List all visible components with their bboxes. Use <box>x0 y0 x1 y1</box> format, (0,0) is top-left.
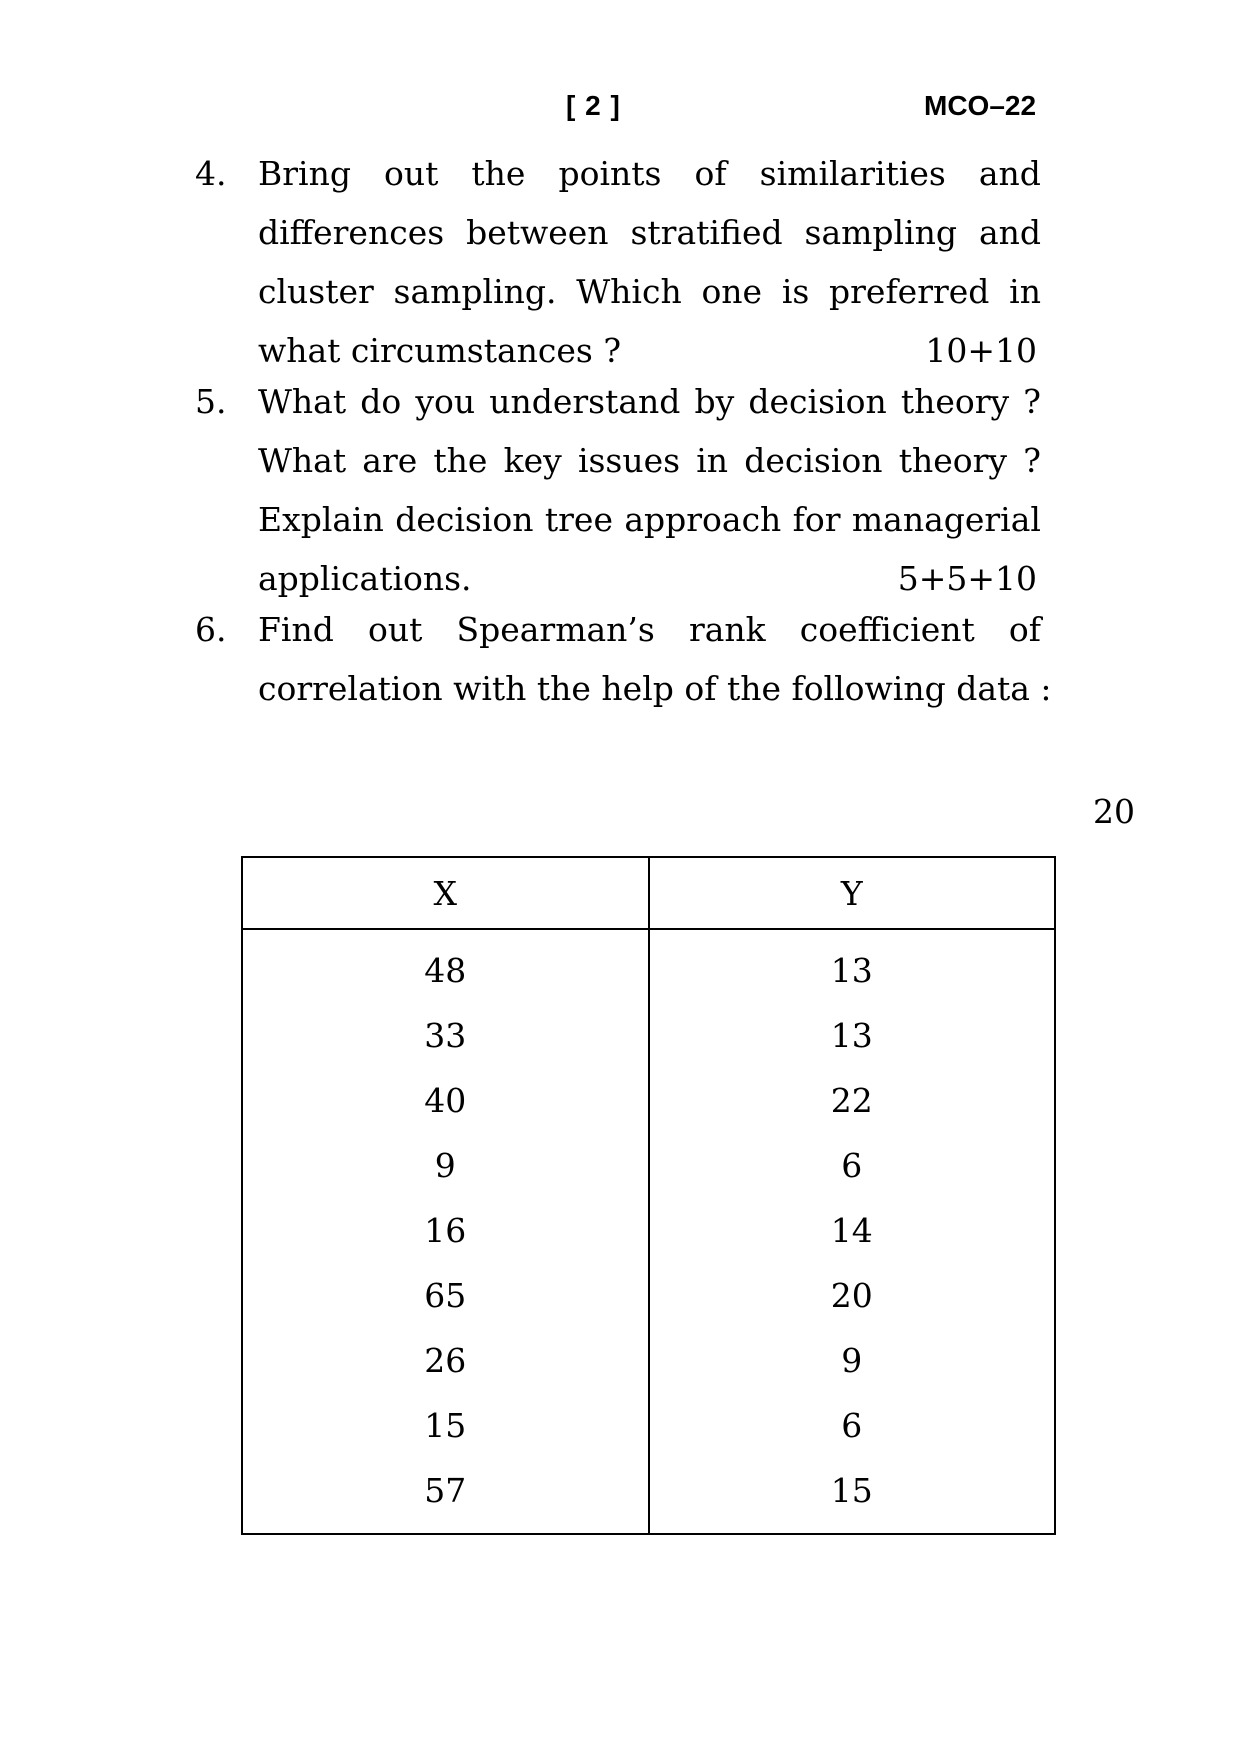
question-number: 4. <box>195 154 227 193</box>
column-header-x: X <box>242 857 649 929</box>
table-row <box>242 1003 1055 1068</box>
question-number: 5. <box>195 382 227 421</box>
question-line <box>258 372 1041 431</box>
question-word: the <box>471 154 526 193</box>
question-word: sampling. <box>393 272 557 311</box>
table-row <box>242 1133 1055 1198</box>
question-word: do <box>360 382 402 421</box>
question-word: differences <box>258 213 445 252</box>
data-table <box>241 856 1056 1535</box>
table-cell-y: 14 <box>649 1198 1056 1263</box>
table-cell-x: 57 <box>242 1458 649 1534</box>
question-word: Spearman’s <box>456 610 655 649</box>
table-row <box>242 1393 1055 1458</box>
question-word: in <box>1009 272 1041 311</box>
table-row <box>242 929 1055 1003</box>
table-row <box>242 1458 1055 1534</box>
question-word: decision <box>748 382 887 421</box>
table-row <box>242 1263 1055 1328</box>
question-word: cluster <box>258 272 374 311</box>
question-last-line: correlation with the help of the following data : <box>258 669 1052 708</box>
question-word: Bring <box>258 154 351 193</box>
page-number: [ 2 ] <box>566 90 621 121</box>
question-word: rank <box>688 610 766 649</box>
question-word: for <box>792 500 841 539</box>
question-marks: 10+10 <box>925 331 1037 370</box>
question-word: managerial <box>851 500 1041 539</box>
table-cell-y: 13 <box>649 1003 1056 1068</box>
question-last-line: what circumstances ? <box>258 331 622 370</box>
table-cell-y: 6 <box>649 1133 1056 1198</box>
question-word: tree <box>544 500 613 539</box>
question-word: Explain <box>258 500 384 539</box>
table-cell-y: 6 <box>649 1393 1056 1458</box>
paper-code: MCO–22 <box>924 90 1037 121</box>
table-cell-x: 15 <box>242 1393 649 1458</box>
question-line <box>258 144 1041 203</box>
question-word: decision <box>395 500 534 539</box>
question-word: similarities <box>759 154 946 193</box>
question-word: decision <box>744 441 883 480</box>
question-word: key <box>503 441 562 480</box>
question-word: What <box>258 441 347 480</box>
question-word: and <box>978 154 1041 193</box>
table-body <box>242 929 1055 1534</box>
question-word: theory <box>900 382 1010 421</box>
table-cell-x: 48 <box>242 929 649 1003</box>
table-row <box>242 1328 1055 1393</box>
table-cell-y: 9 <box>649 1328 1056 1393</box>
table-cell-x: 9 <box>242 1133 649 1198</box>
question-word: of <box>694 154 727 193</box>
question-word: What <box>258 382 347 421</box>
table-row <box>242 1198 1055 1263</box>
table-cell-x: 65 <box>242 1263 649 1328</box>
table-row <box>242 1068 1055 1133</box>
table-cell-y: 13 <box>649 929 1056 1003</box>
question-word: sampling <box>804 213 958 252</box>
question-text <box>258 144 1041 380</box>
question-word: Which <box>576 272 682 311</box>
question-word: you <box>415 382 476 421</box>
question-line <box>258 203 1041 262</box>
question-word: preferred <box>829 272 990 311</box>
question-marks: 5+5+10 <box>897 559 1037 598</box>
table-cell-x: 16 <box>242 1198 649 1263</box>
question-word: theory <box>898 441 1008 480</box>
question-word: understand <box>489 382 681 421</box>
table-cell-x: 40 <box>242 1068 649 1133</box>
question-word: points <box>558 154 662 193</box>
question-word: one <box>701 272 763 311</box>
question-text <box>258 372 1041 608</box>
table-cell-x: 33 <box>242 1003 649 1068</box>
question-line <box>258 490 1041 549</box>
question-word: between <box>466 213 609 252</box>
question-line <box>258 262 1041 321</box>
column-header-y: Y <box>649 857 1056 929</box>
question-last-line: applications. <box>258 559 472 598</box>
question-word: the <box>433 441 488 480</box>
question-line <box>258 431 1041 490</box>
question-word: is <box>781 272 810 311</box>
question-word: are <box>362 441 418 480</box>
question-word: issues <box>577 441 681 480</box>
question-word: ? <box>1023 382 1041 421</box>
table-cell-x: 26 <box>242 1328 649 1393</box>
question-word: out <box>384 154 439 193</box>
question-word: by <box>694 382 735 421</box>
question-word: stratified <box>630 213 783 252</box>
question-word: Find <box>258 610 334 649</box>
question-word: out <box>367 610 423 649</box>
question-number: 6. <box>195 610 227 649</box>
table-cell-y: 22 <box>649 1068 1056 1133</box>
question-text <box>258 600 1052 718</box>
table-header-row <box>242 857 1055 929</box>
question-word: coefficient <box>799 610 975 649</box>
question-word: approach <box>624 500 782 539</box>
question-line <box>258 600 1041 659</box>
question-word: in <box>696 441 729 480</box>
table-cell-y: 15 <box>649 1458 1056 1534</box>
question-marks: 20 <box>1093 792 1135 831</box>
table-cell-y: 20 <box>649 1263 1056 1328</box>
question-word: ? <box>1023 441 1041 480</box>
question-word: and <box>978 213 1041 252</box>
question-word: of <box>1008 610 1041 649</box>
